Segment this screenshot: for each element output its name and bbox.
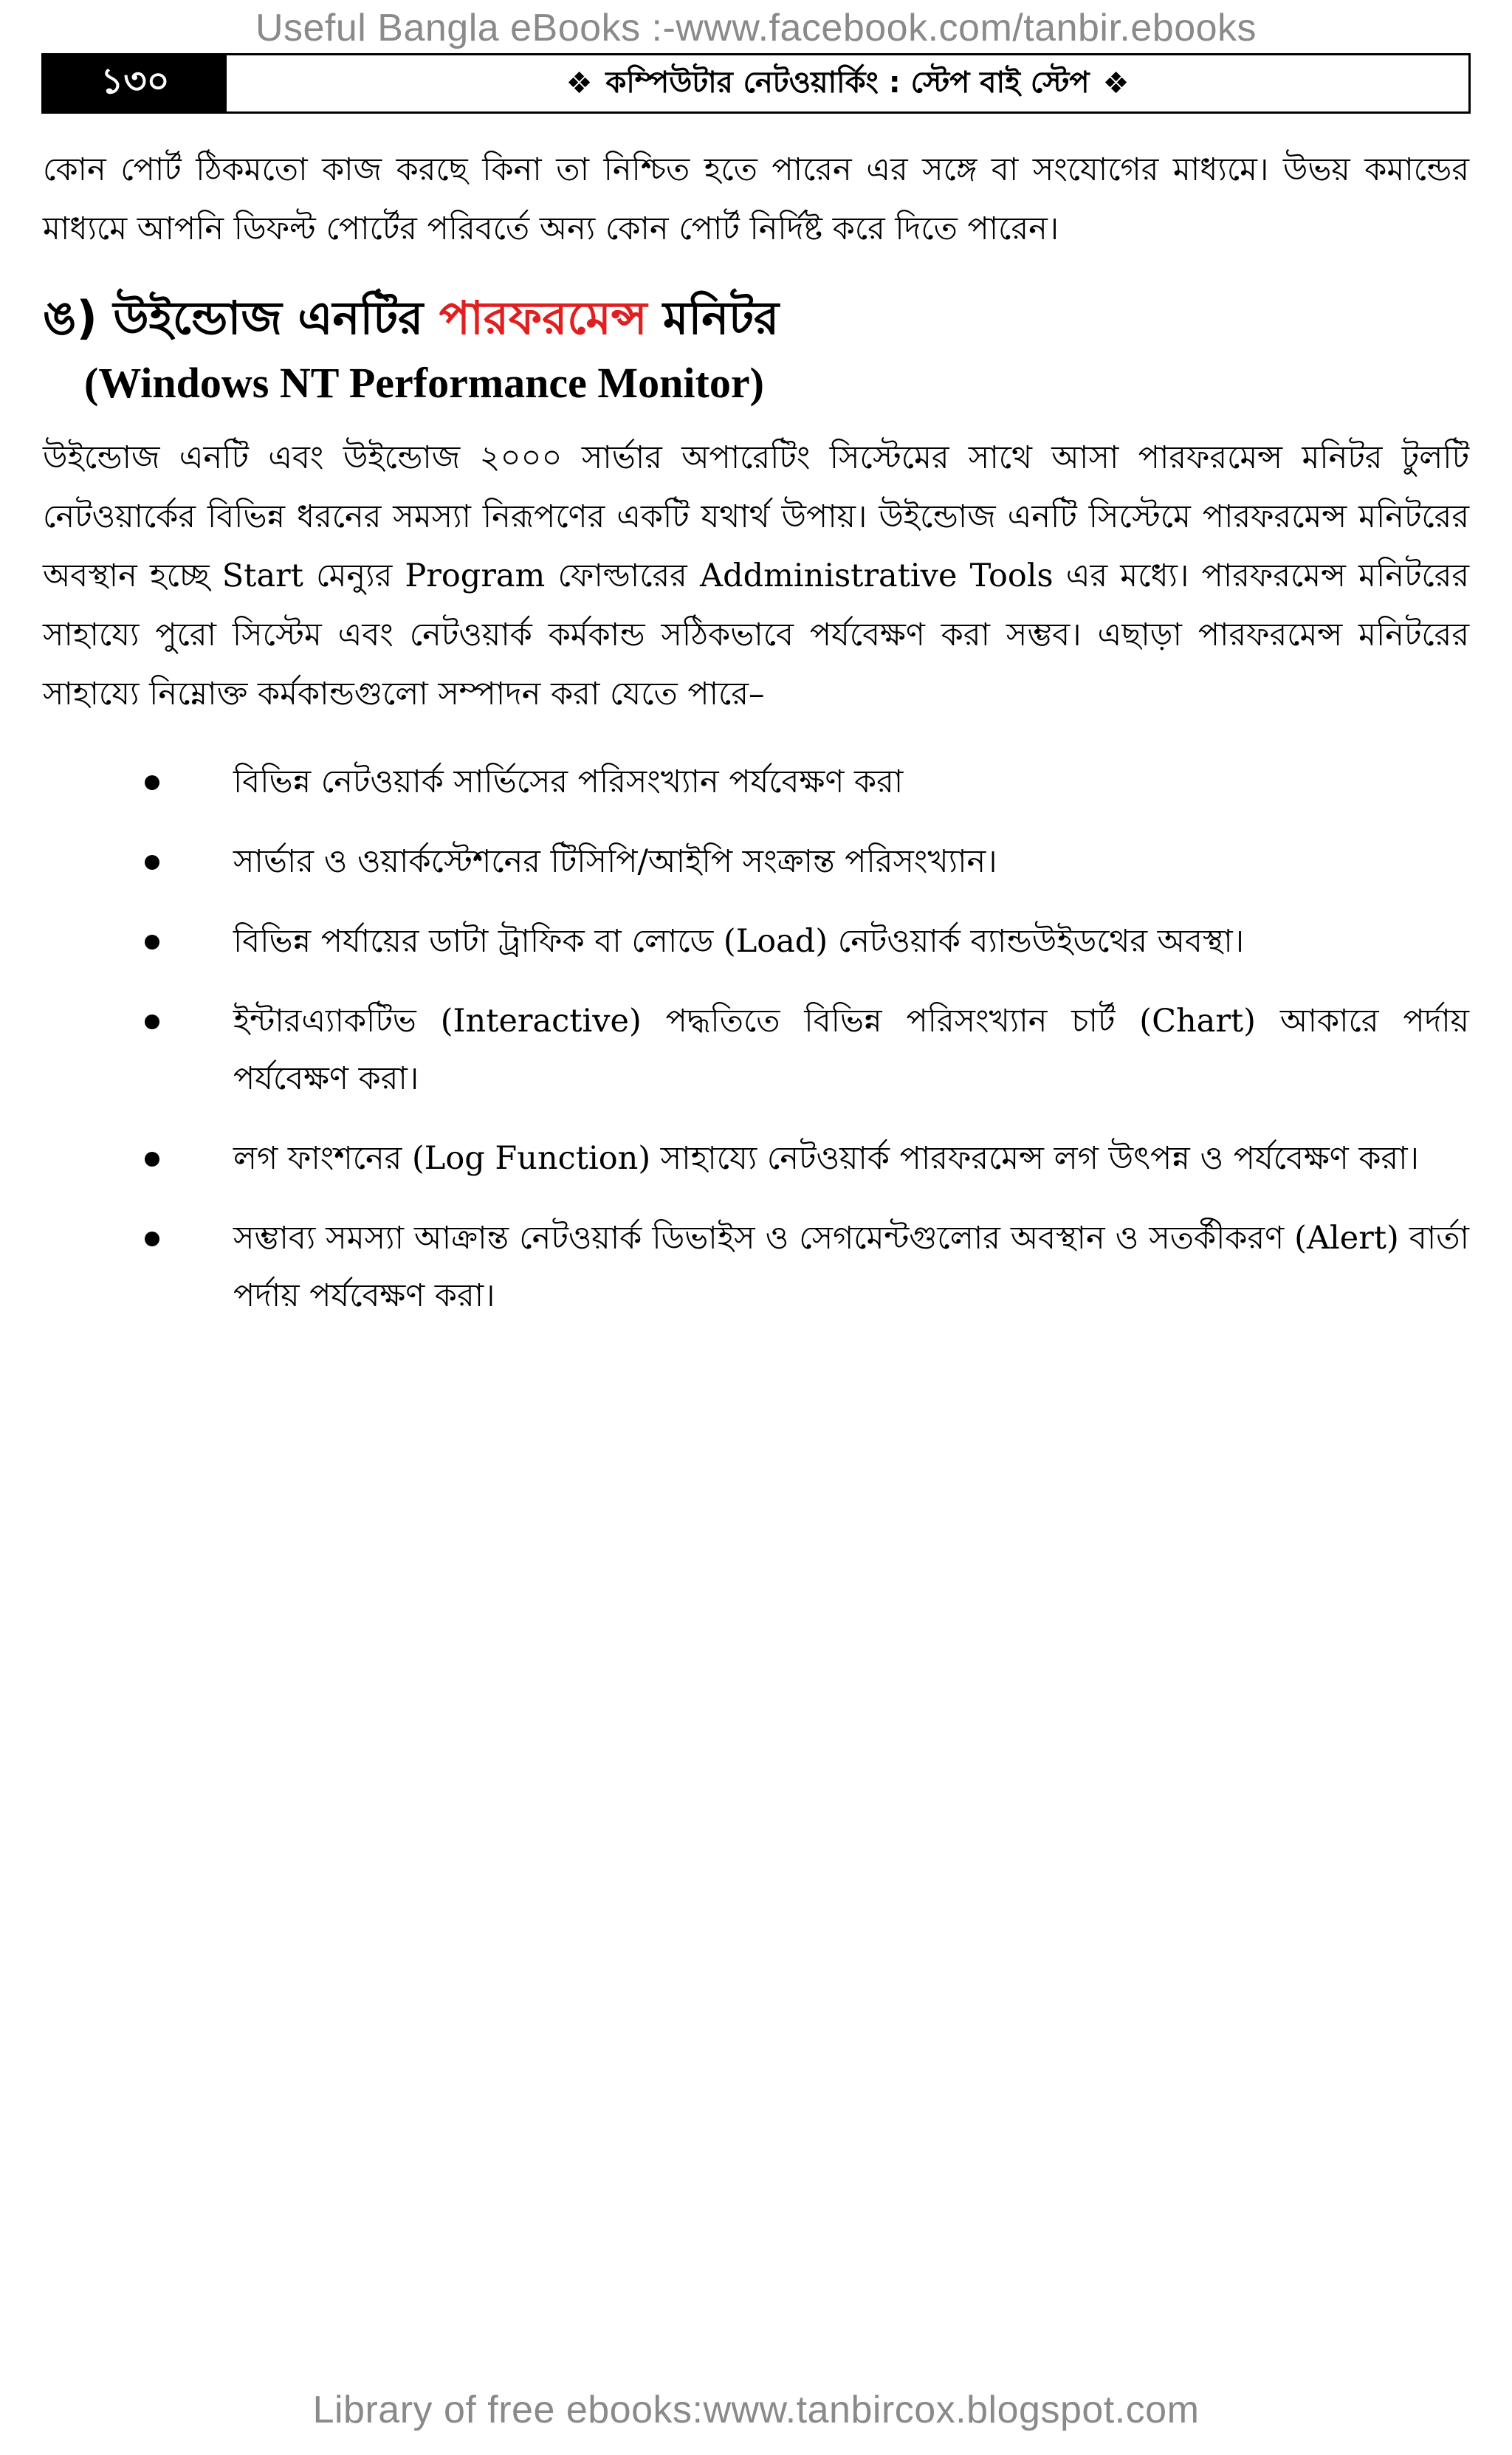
list-item — [43, 753, 1469, 811]
section-heading — [43, 285, 1469, 351]
bullet-icon — [145, 1014, 159, 1029]
bullet-list — [43, 753, 1469, 1325]
list-item — [43, 992, 1469, 1108]
page-number: ১৩০ — [44, 55, 227, 111]
list-item-text: সার্ভার ও ওয়ার্কস্টেশনের টিসিপি/আইপি সংক্রান্ত পরিসংখ্যান। — [233, 843, 997, 880]
section-heading-prefix: ঙ) উইন্ডোজ এনটির — [43, 291, 439, 345]
list-item — [43, 1130, 1469, 1187]
ornament-right-icon: ❖ — [1102, 66, 1130, 100]
list-item-text: বিভিন্ন নেটওয়ার্ক সার্ভিসের পরিসংখ্যান পর্যবেক্ষণ করা — [233, 763, 904, 800]
bullet-icon — [145, 775, 159, 790]
bullet-icon — [145, 1152, 159, 1167]
ornament-left-icon: ❖ — [566, 66, 593, 100]
list-item — [43, 913, 1469, 970]
section-heading-suffix: মনিটর — [647, 291, 780, 345]
section-paragraph: উইন্ডোজ এনটি এবং উইন্ডোজ ২০০০ সার্ভার অপারেটিং সিস্টেমের সাথে আসা পারফরমেন্স মনিটর টুলটি নেটওয়ার্কের বিভিন্ন ধরনের সমস্যা নিরূপণের একটি যথার্থ উপায়। উইন্ডোজ এনটি সিস্টেমে পারফরমেন্স মনিটরের অবস্থান হচ্ছে Start মেন্যুর Program ফোল্ডারের Addministrative Tools এর মধ্যে। পারফরমেন্স মনিটরের সাহায্যে পুরো সিস্টেম এবং নেটওয়ার্ক কর্মকান্ড সঠিকভাবে পর্যবেক্ষণ করা সম্ভব। এছাড়া পারফরমেন্স মনিটরের সাহায্যে নিম্নোক্ত কর্মকান্ডগুলো সম্পাদন করা যেতে পারে– — [43, 439, 1469, 713]
page-content — [43, 140, 1469, 1347]
list-item-text: ইন্টারএ্যাকটিভ (Interactive) পদ্ধতিতে বিভিন্ন পরিসংখ্যান চার্ট (Chart) আকারে পর্দায় পর্যবেক্ষণ করা। — [233, 1003, 1469, 1097]
section-subheading: (Windows NT Performance Monitor) — [84, 359, 764, 407]
watermark-bottom: Library of free ebooks:www.tanbircox.blogspot.com — [312, 2389, 1200, 2431]
intro-paragraph: কোন পোর্ট ঠিকমতো কাজ করছে কিনা তা নিশ্চিত হতে পারেন এর সঙ্গে বা সংযোগের মাধ্যমে। উভয় কমান্ডের মাধ্যমে আপনি ডিফল্ট পোর্টের পরিবর্তে অন্য কোন পোর্ট নির্দিষ্ট করে দিতে পারেন। — [43, 151, 1469, 247]
watermark-top: Useful Bangla eBooks :-www.facebook.com/tanbir.ebooks — [255, 7, 1257, 49]
list-item-text: সম্ভাব্য সমস্যা আক্রান্ত নেটওয়ার্ক ডিভাইস ও সেগমেন্টগুলোর অবস্থান ও সতর্কীকরণ (Alert) বার্তা পর্দায় পর্যবেক্ষণ করা। — [233, 1220, 1469, 1314]
list-item-text: লগ ফাংশনের (Log Function) সাহায্যে নেটওয়ার্ক পারফরমেন্স লগ উৎপন্ন ও পর্যবেক্ষণ করা। — [233, 1140, 1420, 1177]
bullet-icon — [145, 1232, 159, 1246]
bullet-icon — [145, 855, 159, 870]
running-title — [227, 55, 1468, 111]
list-item — [43, 1209, 1469, 1325]
list-item-text: বিভিন্ন পর্যায়ের ডাটা ট্রাফিক বা লোডে (Load) নেটওয়ার্ক ব্যান্ডউইডথের অবস্থা। — [233, 923, 1245, 960]
list-item — [43, 833, 1469, 890]
section-heading-highlight: পারফরমেন্স — [439, 291, 647, 345]
bullet-icon — [145, 935, 159, 950]
book-title: কম্পিউটার নেটওয়ার্কিং : স্টেপ বাই স্টেপ — [605, 65, 1090, 100]
running-header — [41, 53, 1471, 114]
